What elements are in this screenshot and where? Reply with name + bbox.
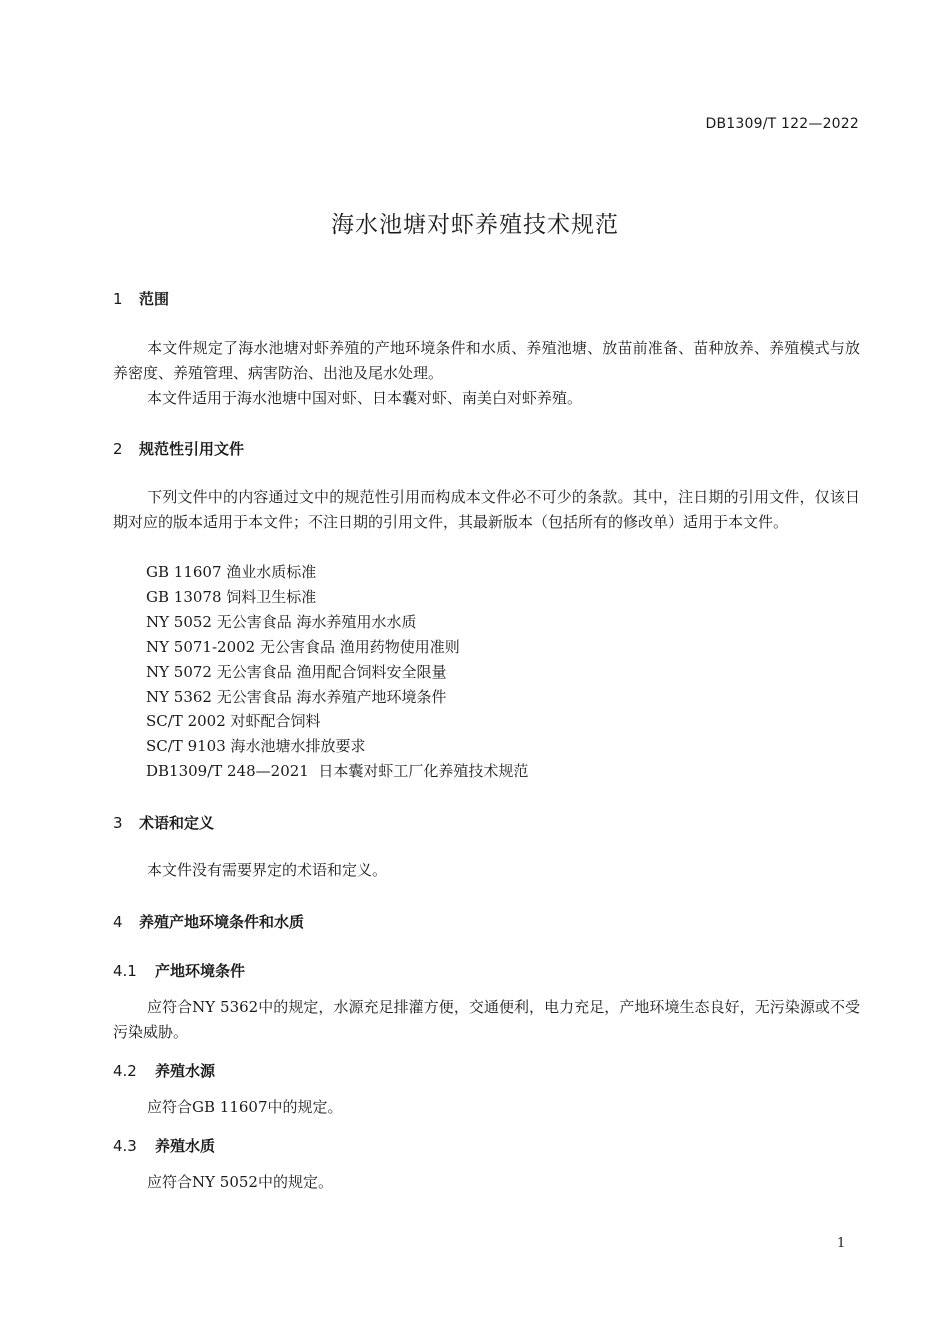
section-2-intro: 下列文件中的内容通过文中的规范性引用而构成本文件必不可少的条款。其中，注日期的引用文件，仅该日期对应的版本适用于本文件；不注日期的引用文件，其最新版本（包括所有的修改单）适用于本文件。 [113,488,860,531]
section-title: 规范性引用文件 [139,440,245,458]
section-title: 术语和定义 [139,814,215,832]
reference-item: GB 13078 饲料卫生标准 [146,588,317,606]
subsection-number: 4.2 [113,1062,137,1080]
section-number: 2 [113,440,123,458]
document-title: 海水池塘对虾养殖技术规范 [331,212,619,238]
section-number: 1 [113,290,123,308]
section-3-paragraph: 本文件没有需要界定的术语和定义。 [147,861,388,879]
document-number: DB1309/T 122—2022 [705,116,859,132]
subsection-number: 4.3 [113,1137,137,1155]
section-number: 4 [113,913,123,931]
section-4-heading [113,911,304,932]
reference-item: NY 5052 无公害食品 海水养殖用水水质 [146,613,417,631]
reference-item: DB1309/T 248—2021 日本囊对虾工厂化养殖技术规范 [146,762,529,780]
subsection-title: 养殖水质 [155,1137,216,1155]
subsection-4-3-paragraph: 应符合NY 5052中的规定。 [147,1173,333,1191]
subsection-4-2-paragraph: 应符合GB 11607中的规定。 [147,1098,343,1116]
reference-item: SC/T 2002 对虾配合饲料 [146,712,321,730]
section-number: 3 [113,814,123,832]
subsection-4-2-heading [113,1060,215,1081]
subsection-title: 产地环境条件 [155,962,246,980]
reference-item: GB 11607 渔业水质标准 [146,563,317,581]
page-number: 1 [837,1236,846,1251]
reference-item: NY 5072 无公害食品 渔用配合饲料安全限量 [146,663,447,681]
subsection-4-1-paragraph: 应符合NY 5362中的规定，水源充足排灌方便，交通便利，电力充足，产地环境生态良好，无污染源或不受污染威胁。 [113,998,860,1041]
subsection-title: 养殖水源 [155,1062,216,1080]
section-title: 范围 [139,290,170,308]
subsection-4-1-heading [113,960,245,981]
section-2-heading [113,438,244,459]
section-1-paragraph-1: 本文件规定了海水池塘对虾养殖的产地环境条件和水质、养殖池塘、放苗前准备、苗种放养、养殖模式与放养密度、养殖管理、病害防治、出池及尾水处理。 [113,339,860,382]
section-1-paragraph-2: 本文件适用于海水池塘中国对虾、日本囊对虾、南美白对虾养殖。 [147,389,583,407]
reference-item: NY 5362 无公害食品 海水养殖产地环境条件 [146,688,447,706]
section-title: 养殖产地环境条件和水质 [139,913,305,931]
reference-item: NY 5071-2002 无公害食品 渔用药物使用准则 [146,638,460,656]
subsection-4-3-heading [113,1135,215,1156]
section-1-heading [113,288,169,309]
reference-item: SC/T 9103 海水池塘水排放要求 [146,737,366,755]
subsection-number: 4.1 [113,962,137,980]
section-3-heading [113,812,214,833]
